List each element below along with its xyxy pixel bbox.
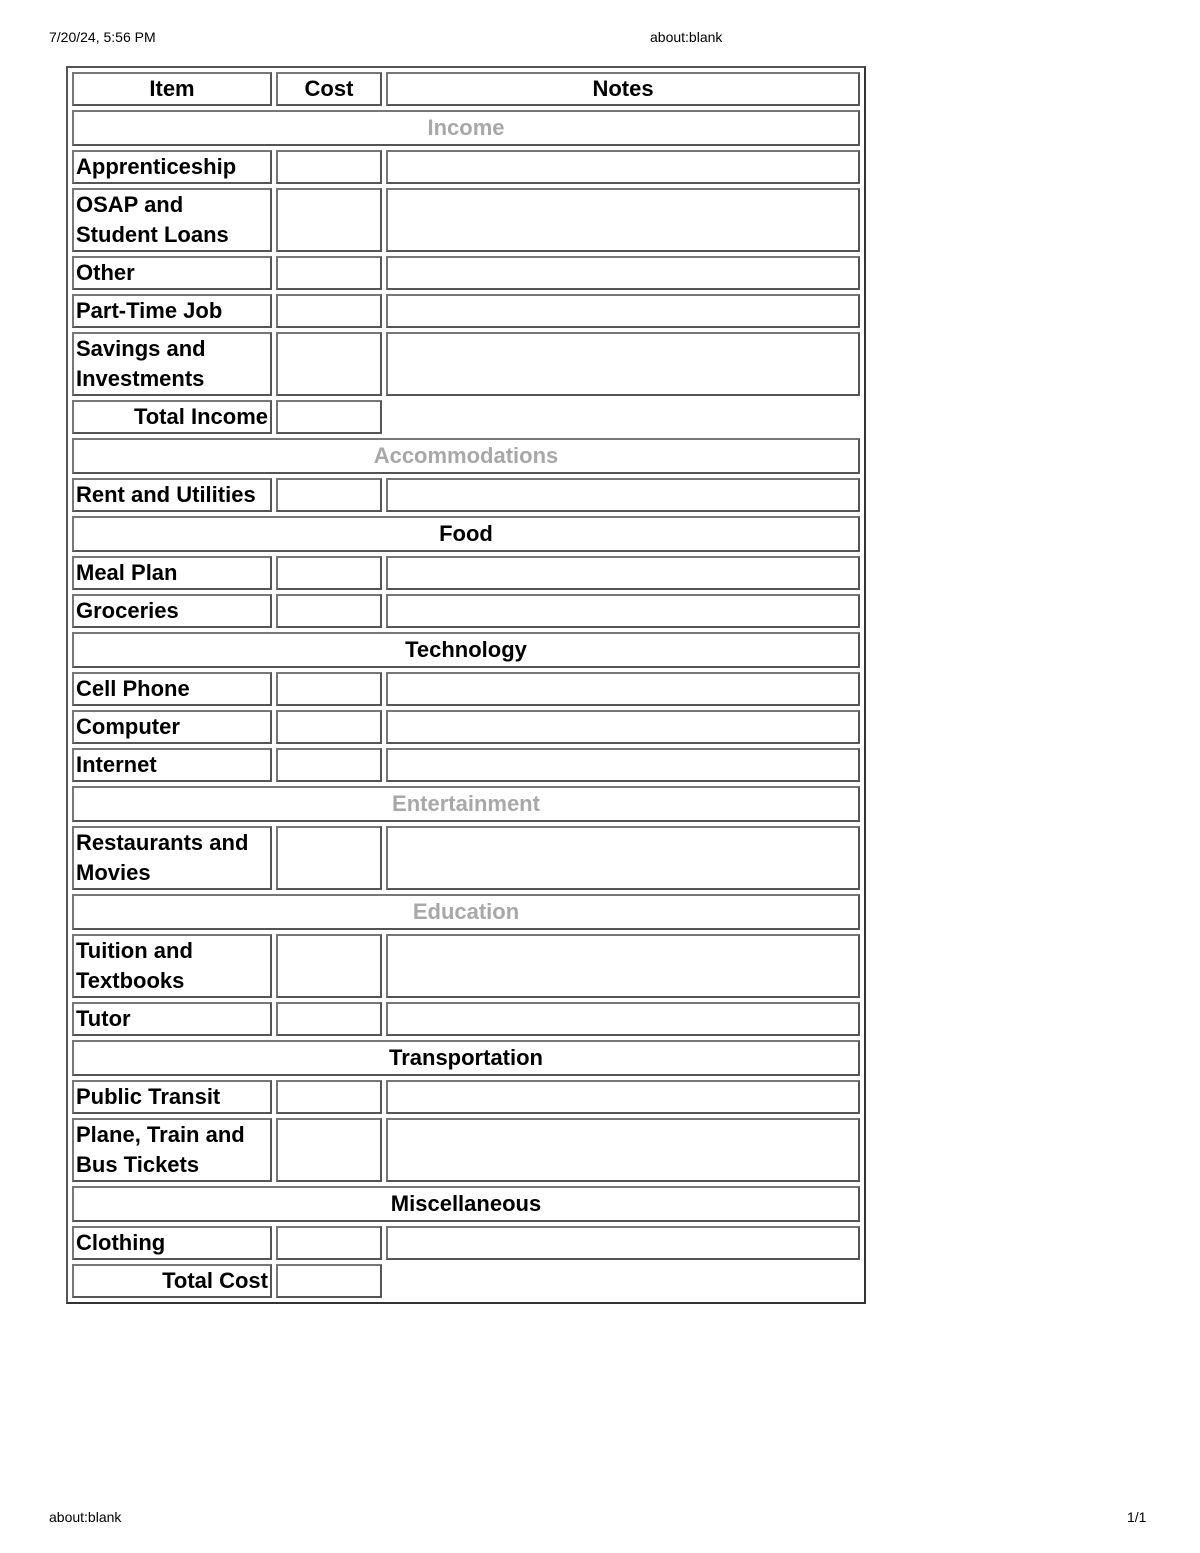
total-cost-cell[interactable] <box>276 1264 382 1298</box>
cost-cell[interactable] <box>276 748 382 782</box>
section-row-transportation <box>72 1040 860 1076</box>
total-income-cell[interactable] <box>276 400 382 434</box>
cost-cell[interactable] <box>276 150 382 184</box>
item-tuition-line2: Textbooks <box>76 968 185 993</box>
item-cell-phone: Cell Phone <box>72 672 272 706</box>
notes-cell[interactable] <box>386 556 860 590</box>
cost-cell[interactable] <box>276 710 382 744</box>
cost-cell[interactable] <box>276 1080 382 1114</box>
section-row-food <box>72 516 860 552</box>
item-public-transit: Public Transit <box>72 1080 272 1114</box>
item-apprenticeship: Apprenticeship <box>72 150 272 184</box>
table-row <box>72 934 860 998</box>
section-accommodations: Accommodations <box>72 438 860 474</box>
table-row <box>72 256 860 290</box>
table-row <box>72 710 860 744</box>
notes-cell[interactable] <box>386 188 860 252</box>
item-meal-plan: Meal Plan <box>72 556 272 590</box>
section-row-education <box>72 894 860 930</box>
page-number: 1/1 <box>1127 1509 1147 1525</box>
item-computer: Computer <box>72 710 272 744</box>
empty-cell <box>386 1264 860 1298</box>
print-header-url: about:blank <box>650 29 723 45</box>
total-cost-label: Total Cost <box>72 1264 272 1298</box>
section-education: Education <box>72 894 860 930</box>
item-other: Other <box>72 256 272 290</box>
print-footer-url: about:blank <box>49 1509 122 1525</box>
table-row <box>72 1080 860 1114</box>
item-part-time-job: Part-Time Job <box>72 294 272 328</box>
cost-cell[interactable] <box>276 672 382 706</box>
item-restaurants <box>72 826 272 890</box>
table-row <box>72 188 860 252</box>
header-notes: Notes <box>386 72 860 106</box>
cost-cell[interactable] <box>276 826 382 890</box>
item-tuition <box>72 934 272 998</box>
section-miscellaneous: Miscellaneous <box>72 1186 860 1222</box>
table-row <box>72 478 860 512</box>
section-row-technology <box>72 632 860 668</box>
print-datetime: 7/20/24, 5:56 PM <box>49 29 156 45</box>
notes-cell[interactable] <box>386 1002 860 1036</box>
table-row <box>72 826 860 890</box>
notes-cell[interactable] <box>386 710 860 744</box>
item-savings-line2: Investments <box>76 366 205 391</box>
section-transportation: Transportation <box>72 1040 860 1076</box>
section-row-miscellaneous <box>72 1186 860 1222</box>
table-row <box>72 1002 860 1036</box>
item-internet: Internet <box>72 748 272 782</box>
notes-cell[interactable] <box>386 294 860 328</box>
section-technology: Technology <box>72 632 860 668</box>
cost-cell[interactable] <box>276 594 382 628</box>
section-row-accommodations <box>72 438 860 474</box>
cost-cell[interactable] <box>276 1002 382 1036</box>
item-rent-utilities: Rent and Utilities <box>72 478 272 512</box>
notes-cell[interactable] <box>386 150 860 184</box>
header-cost: Cost <box>276 72 382 106</box>
section-income: Income <box>72 110 860 146</box>
table-row <box>72 1118 860 1182</box>
item-tuition-line1: Tuition and <box>76 938 193 963</box>
budget-table <box>66 66 866 1304</box>
notes-cell[interactable] <box>386 332 860 396</box>
cost-cell[interactable] <box>276 1226 382 1260</box>
header-row <box>72 72 860 106</box>
item-plane-line2: Bus Tickets <box>76 1152 200 1177</box>
cost-cell[interactable] <box>276 934 382 998</box>
table-row <box>72 294 860 328</box>
notes-cell[interactable] <box>386 826 860 890</box>
cost-cell[interactable] <box>276 332 382 396</box>
item-groceries: Groceries <box>72 594 272 628</box>
header-item: Item <box>72 72 272 106</box>
notes-cell[interactable] <box>386 672 860 706</box>
total-income-row <box>72 400 860 434</box>
table-row <box>72 150 860 184</box>
item-savings-line1: Savings and <box>76 336 206 361</box>
table-row <box>72 594 860 628</box>
notes-cell[interactable] <box>386 594 860 628</box>
notes-cell[interactable] <box>386 934 860 998</box>
item-savings <box>72 332 272 396</box>
item-tutor: Tutor <box>72 1002 272 1036</box>
notes-cell[interactable] <box>386 748 860 782</box>
item-osap <box>72 188 272 252</box>
notes-cell[interactable] <box>386 256 860 290</box>
section-entertainment: Entertainment <box>72 786 860 822</box>
cost-cell[interactable] <box>276 294 382 328</box>
cost-cell[interactable] <box>276 188 382 252</box>
item-plane-line1: Plane, Train and <box>76 1122 245 1147</box>
section-food: Food <box>72 516 860 552</box>
section-row-income <box>72 110 860 146</box>
notes-cell[interactable] <box>386 478 860 512</box>
item-restaurants-line1: Restaurants and <box>76 830 249 855</box>
item-restaurants-line2: Movies <box>76 860 151 885</box>
cost-cell[interactable] <box>276 256 382 290</box>
table-row <box>72 332 860 396</box>
item-clothing: Clothing <box>72 1226 272 1260</box>
total-income-label: Total Income <box>72 400 272 434</box>
table-row <box>72 1226 860 1260</box>
section-row-entertainment <box>72 786 860 822</box>
empty-cell <box>386 400 860 434</box>
item-osap-line2: Student Loans <box>76 222 229 247</box>
item-osap-line1: OSAP and <box>76 192 184 217</box>
cost-cell[interactable] <box>276 478 382 512</box>
notes-cell[interactable] <box>386 1226 860 1260</box>
table-row <box>72 748 860 782</box>
total-cost-row <box>72 1264 860 1298</box>
item-plane-train-bus <box>72 1118 272 1182</box>
notes-cell[interactable] <box>386 1080 860 1114</box>
cost-cell[interactable] <box>276 1118 382 1182</box>
table-row <box>72 672 860 706</box>
notes-cell[interactable] <box>386 1118 860 1182</box>
cost-cell[interactable] <box>276 556 382 590</box>
table-row <box>72 556 860 590</box>
